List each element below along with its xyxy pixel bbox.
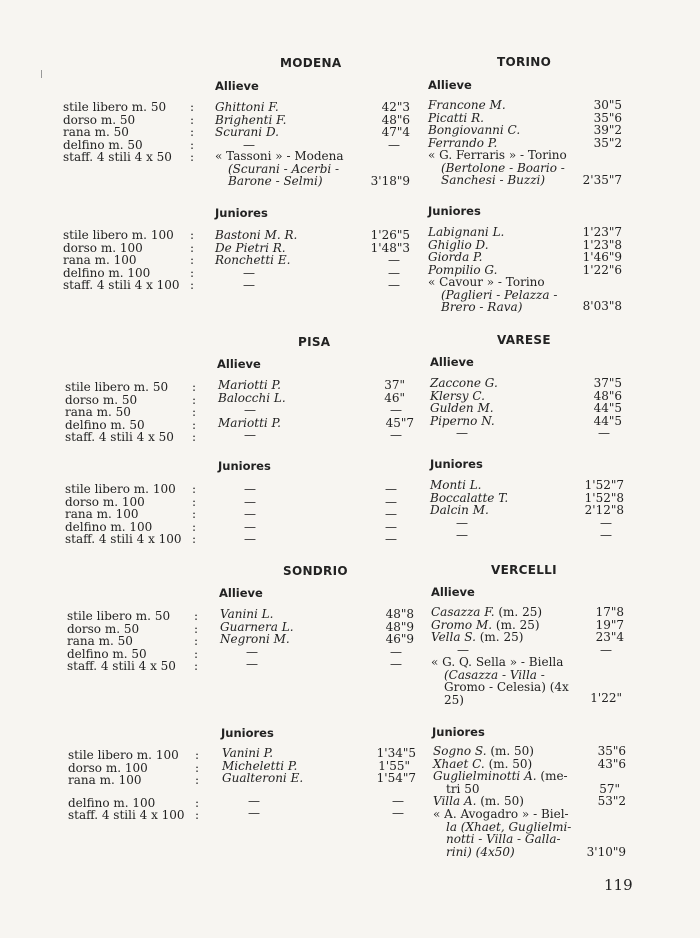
dash: —	[244, 507, 256, 521]
event-label: staff. 4 stili 4 x 50	[67, 659, 176, 673]
relay-members: 25)	[444, 692, 464, 707]
time: 17"8	[595, 605, 624, 619]
event-label: staff. 4 stili 4 x 100	[68, 808, 185, 822]
vercelli-juniores-names	[433, 745, 568, 808]
relay-members: (Casazza - Villa -	[444, 667, 545, 682]
dash: —	[390, 657, 402, 671]
dash: —	[390, 644, 402, 659]
event-label: stile libero m. 100	[65, 482, 176, 496]
dash: —	[246, 657, 258, 671]
relay-time: 1'22"	[590, 691, 622, 705]
athlete-name: Picatti R.	[428, 110, 484, 125]
category-juniores: Juniores	[221, 726, 274, 740]
event-list	[63, 229, 180, 292]
time: 1'34"5	[376, 746, 416, 760]
athlete-name: Francone M.	[428, 98, 506, 112]
time: 48"9	[385, 619, 414, 634]
event-label: delfino m. 100	[63, 265, 151, 280]
athlete-name: Sogno S.	[433, 744, 487, 758]
relay-members: (Paglieri - Pelazza -	[441, 287, 558, 302]
category-allieve: Allieve	[217, 357, 261, 371]
dash: —	[600, 515, 612, 530]
dash: —	[244, 519, 256, 534]
time: 1'54"7	[376, 771, 416, 785]
relay-team: « G. Q. Sella » - Biella	[431, 655, 564, 669]
colon-column: : : : : :	[189, 228, 195, 292]
athlete-name: Ghiglio D.	[428, 237, 489, 252]
athlete-row	[431, 631, 542, 644]
time: 1'46"9	[582, 250, 622, 264]
dash: —	[243, 137, 255, 152]
colon-column: : : : : :	[189, 100, 195, 164]
athlete-name: Guglielminotti A.	[433, 769, 537, 783]
category-juniores: Juniores	[215, 206, 268, 220]
event-label: dorso m. 100	[65, 494, 145, 509]
varese-juniores-names	[430, 479, 508, 542]
city-vercelli: VERCELLI	[491, 563, 557, 577]
event-list	[68, 749, 185, 822]
athlete-name: Bastoni M. R.	[215, 228, 298, 242]
city-pisa: PISA	[298, 335, 331, 349]
vercelli-juniores-times	[584, 745, 626, 808]
relay-team: « Cavour » - Torino	[428, 275, 545, 289]
category-juniores: Juniores	[428, 204, 481, 218]
dash: —	[248, 793, 260, 808]
relay-members: notti - Villa - Galla-	[446, 832, 561, 846]
city-sondrio: SONDRIO	[283, 564, 348, 578]
dash: —	[388, 253, 400, 267]
event-label: staff. 4 stili 4 x 50	[63, 150, 172, 164]
event-list	[65, 483, 182, 546]
margin-mark	[41, 70, 42, 78]
sondrio-juniores-times	[368, 747, 416, 820]
athlete-name: De Pietri R.	[215, 240, 286, 255]
athlete-name: Ferrando P.	[428, 135, 498, 150]
time: 42"3	[381, 100, 410, 114]
time: 45"7	[385, 415, 414, 430]
athlete-name: Balocchi L.	[218, 390, 286, 405]
dash: —	[390, 403, 402, 417]
athlete-name: Giorda P.	[428, 250, 483, 264]
dash: —	[390, 428, 402, 442]
category-juniores: Juniores	[432, 725, 485, 739]
distance-note: (m. 25)	[498, 605, 543, 619]
torino-juniores-times	[572, 226, 622, 276]
dash: —	[244, 532, 256, 546]
dash: —	[244, 494, 256, 509]
modena-allieve-names	[215, 101, 286, 151]
dash: —	[243, 278, 255, 292]
dash: —	[388, 137, 400, 152]
distance-note: (m. 50)	[488, 756, 533, 771]
event-label: delfino m. 50	[65, 417, 145, 432]
time: 19"7	[595, 617, 624, 632]
event-label: staff. 4 stili 4 x 100	[63, 278, 180, 292]
athlete-name: Ronchetti E.	[215, 253, 291, 267]
varese-allieve-times	[580, 377, 622, 440]
event-label: rana m. 100	[63, 253, 137, 267]
dash: —	[456, 426, 468, 440]
modena-relay-allieve	[215, 150, 375, 188]
event-label: dorso m. 50	[63, 112, 136, 127]
dash: —	[385, 519, 397, 534]
page-number: 119	[604, 876, 633, 894]
distance-note: (m. 50)	[480, 794, 524, 808]
time: 30"5	[593, 98, 622, 112]
category-juniores: Juniores	[430, 457, 483, 471]
modena-allieve-times	[372, 101, 410, 151]
athlete-name: Dalcin M.	[430, 503, 489, 517]
time: 35"6	[593, 110, 622, 125]
distance-note: (m. 50)	[490, 744, 534, 758]
distance-note: (me-	[540, 769, 568, 783]
athlete-name: Piperno N.	[430, 413, 495, 428]
event-label: dorso m. 50	[67, 621, 140, 636]
category-allieve: Allieve	[431, 585, 475, 599]
modena-juniores-times	[362, 229, 410, 292]
relay-members: rini) (4x50)	[446, 844, 515, 859]
relay-time: 3'18"9	[370, 174, 410, 188]
category-juniores: Juniores	[218, 459, 271, 473]
athlete-name: Gromo M.	[431, 617, 493, 632]
relay-members: Gromo - Celesia) (4x	[444, 680, 569, 694]
relay-team: « Tassoni » - Modena	[215, 149, 344, 163]
vercelli-relay-juniores	[433, 808, 593, 858]
category-allieve: Allieve	[430, 355, 474, 369]
dash: —	[385, 494, 397, 509]
event-label: stile libero m. 100	[63, 228, 174, 242]
athlete-name: Vanini L.	[220, 607, 274, 621]
dash: —	[385, 507, 397, 521]
event-label: dorso m. 50	[65, 392, 138, 407]
dash: —	[244, 428, 256, 442]
time: 1'48"3	[370, 240, 410, 255]
pisa-allieve-names	[218, 379, 286, 442]
time: 1'26"5	[370, 228, 410, 242]
time: 44"5	[593, 413, 622, 428]
event-label: delfino m. 100	[68, 795, 156, 810]
event-label: rana m. 50	[67, 634, 133, 648]
dash: —	[243, 265, 255, 280]
event-label: stile libero m. 50	[63, 100, 167, 114]
event-label: staff. 4 stili 4 x 100	[65, 532, 182, 546]
category-allieve: Allieve	[428, 78, 472, 92]
time: 35"2	[593, 135, 622, 150]
relay-team: « G. Ferraris » - Torino	[428, 148, 567, 162]
time: 48"8	[385, 607, 414, 621]
torino-allieve-times	[582, 99, 622, 149]
dash: —	[385, 532, 397, 546]
relay-members: Barone - Selmi)	[228, 174, 323, 188]
relay-members: la (Xhaet, Guglielmi-	[446, 819, 572, 834]
time: 48"6	[593, 388, 622, 403]
time: 46"9	[385, 632, 414, 646]
time: 1'23"7	[582, 225, 622, 239]
athlete-name: Klersy C.	[430, 388, 485, 403]
athlete-name: Micheletti P.	[222, 758, 298, 773]
dash: —	[456, 528, 468, 542]
athlete-name: Gualteroni E.	[222, 771, 304, 785]
vercelli-allieve-times	[582, 606, 624, 656]
event-label: dorso m. 100	[63, 240, 143, 255]
distance-note: (m. 25)	[479, 630, 524, 644]
event-label: stile libero m. 50	[65, 380, 169, 394]
city-modena: MODENA	[280, 56, 342, 70]
dash: —	[244, 403, 256, 417]
time: 1'23"8	[582, 237, 622, 252]
athlete-name: Scurani D.	[215, 125, 279, 139]
event-label: staff. 4 stili 4 x 50	[65, 430, 174, 444]
time: 39"2	[593, 123, 622, 137]
pisa-juniores-times	[385, 483, 397, 546]
torino-allieve-names	[428, 99, 520, 149]
time: 43"6	[597, 756, 626, 771]
modena-juniores-names	[215, 229, 297, 292]
athlete-name: Monti L.	[430, 478, 482, 492]
relay-time: 2'35"7	[582, 173, 622, 187]
time: 37"5	[593, 376, 622, 390]
dash: —	[392, 793, 404, 808]
athlete-name: Mariotti P.	[218, 378, 281, 392]
time: 57"	[599, 781, 620, 796]
athlete-row	[433, 770, 568, 783]
torino-juniores-names	[428, 226, 504, 276]
distance-note: tri 50	[446, 781, 480, 796]
event-list	[65, 381, 174, 444]
dash: —	[388, 278, 400, 292]
dash: —	[392, 806, 404, 820]
relay-time: 3'10"9	[586, 845, 626, 859]
event-list	[67, 610, 176, 673]
time: 1'52"8	[584, 490, 624, 505]
dash: —	[598, 426, 610, 440]
dash: —	[244, 482, 256, 496]
dash: —	[457, 642, 469, 657]
pisa-juniores-names	[244, 483, 256, 546]
category-allieve: Allieve	[215, 79, 259, 93]
time: 2'12"8	[584, 503, 624, 517]
athlete-name: Pompilio G.	[428, 262, 498, 277]
time: 1'55"	[378, 758, 410, 773]
time: 46"	[384, 390, 405, 405]
dash: —	[385, 482, 397, 496]
athlete-name: Boccalatte T.	[430, 490, 509, 505]
athlete-row	[433, 795, 568, 808]
event-label: rana m. 50	[63, 125, 129, 139]
dash: —	[600, 528, 612, 542]
event-label: rana m. 100	[65, 507, 139, 521]
relay-members: Brero - Rava)	[441, 300, 523, 314]
pisa-allieve-times	[372, 379, 414, 442]
sondrio-juniores-names	[222, 747, 303, 820]
city-varese: VARESE	[497, 333, 551, 347]
event-label: rana m. 50	[65, 405, 131, 419]
athlete-name: Gulden M.	[430, 401, 494, 415]
colon-column: : : : : :	[191, 482, 197, 546]
athlete-name: Labignani L.	[428, 225, 505, 239]
colon-column: : : : : :	[194, 748, 200, 822]
event-label: rana m. 100	[68, 773, 142, 787]
athlete-name: Guarnera L.	[220, 619, 294, 634]
varese-juniores-times	[572, 479, 624, 542]
varese-allieve-names	[430, 377, 498, 440]
time: 44"5	[593, 401, 622, 415]
athlete-name: Negroni M.	[220, 632, 290, 646]
relay-time: 8'03"8	[582, 299, 622, 313]
event-label: delfino m. 50	[67, 646, 147, 661]
time: 1'22"6	[582, 262, 622, 277]
event-label: dorso m. 100	[68, 760, 148, 775]
dash: —	[600, 642, 612, 657]
athlete-name: Vanini P.	[222, 746, 274, 760]
city-torino: TORINO	[497, 55, 552, 69]
event-label: delfino m. 50	[63, 137, 143, 152]
time: 47"4	[381, 125, 410, 139]
relay-members: (Bertolone - Boario -	[441, 160, 565, 175]
event-label: stile libero m. 50	[67, 609, 171, 623]
time: 35"6	[597, 744, 626, 758]
relay-team: « A. Avogadro » - Biel-	[433, 807, 569, 821]
athlete-name: Zaccone G.	[430, 376, 498, 390]
dash: —	[388, 265, 400, 280]
dash: —	[456, 515, 468, 530]
athlete-name: Villa A.	[433, 794, 477, 808]
event-label: delfino m. 100	[65, 519, 153, 534]
athlete-name: Xhaet C.	[433, 756, 485, 771]
vercelli-allieve-names	[431, 606, 542, 656]
colon-column: : : : : :	[191, 380, 197, 444]
dash: —	[248, 806, 260, 820]
category-allieve: Allieve	[219, 586, 263, 600]
relay-members: Sanchesi - Buzzi)	[441, 173, 546, 187]
relay-members: (Scurani - Acerbi -	[228, 161, 340, 176]
time: 53"2	[597, 794, 626, 808]
sondrio-allieve-names	[220, 608, 294, 671]
time: 1'52"7	[584, 478, 624, 492]
dash: —	[246, 644, 258, 659]
colon-column: : : : : :	[193, 609, 199, 673]
athlete-name: Casazza F.	[431, 605, 495, 619]
athlete-name: Mariotti P.	[218, 415, 281, 430]
athlete-name: Ghittoni F.	[215, 100, 279, 114]
time: 37"	[384, 378, 405, 392]
time: 23"4	[595, 630, 624, 644]
time: 48"6	[381, 112, 410, 127]
distance-note: (m. 25)	[495, 617, 540, 632]
athlete-name: Brighenti F.	[215, 112, 287, 127]
athlete-name: Bongiovanni C.	[428, 123, 521, 137]
event-list	[63, 101, 172, 164]
event-label: stile libero m. 100	[68, 748, 179, 762]
sondrio-allieve-times	[372, 608, 414, 671]
athlete-name: Vella S.	[431, 630, 476, 644]
